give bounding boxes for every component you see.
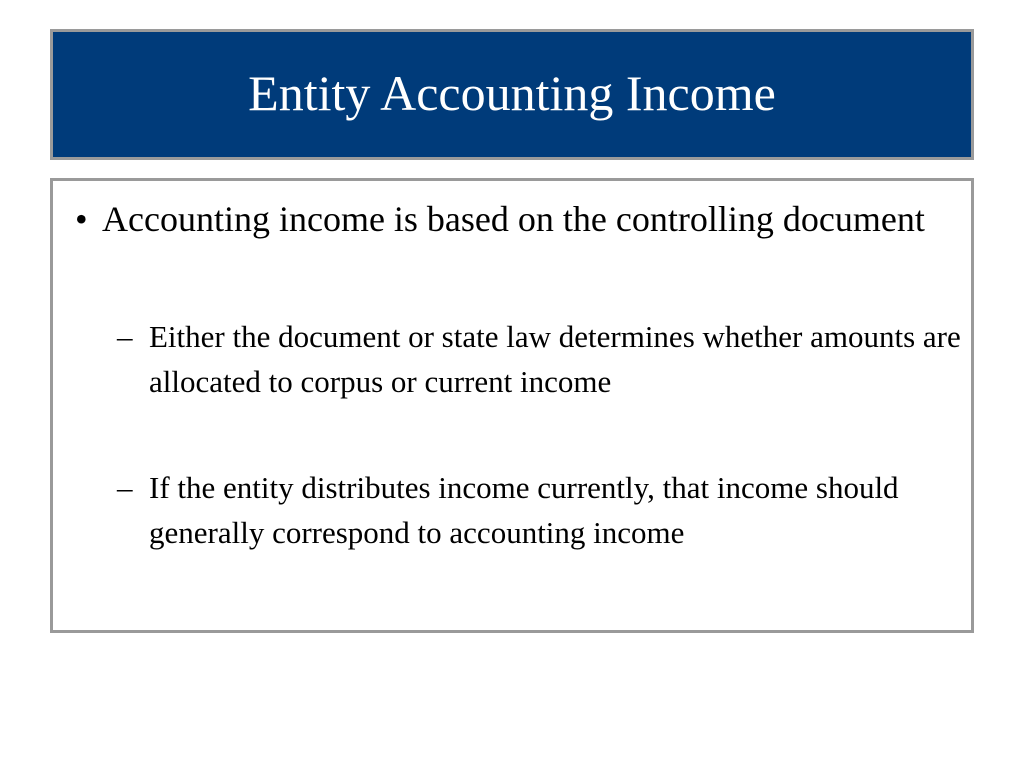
bullet-text: Accounting income is based on the controlling document [102,199,925,239]
content-box [50,178,974,633]
bullet-marker: • [75,199,88,239]
sub-bullet-item [117,314,967,404]
sub-bullet-marker: – [117,470,133,505]
bullet-item [65,195,965,243]
title-box [50,29,974,160]
sub-bullet-text: Either the document or state law determines whether amounts are allocated to corpus or current income [149,319,961,399]
sub-bullet-item [117,465,967,555]
sub-bullet-text: If the entity distributes income currently, that income should generally correspond to accounting income [149,470,899,550]
sub-bullet-marker: – [117,319,133,354]
slide-title: Entity Accounting Income [248,64,776,121]
